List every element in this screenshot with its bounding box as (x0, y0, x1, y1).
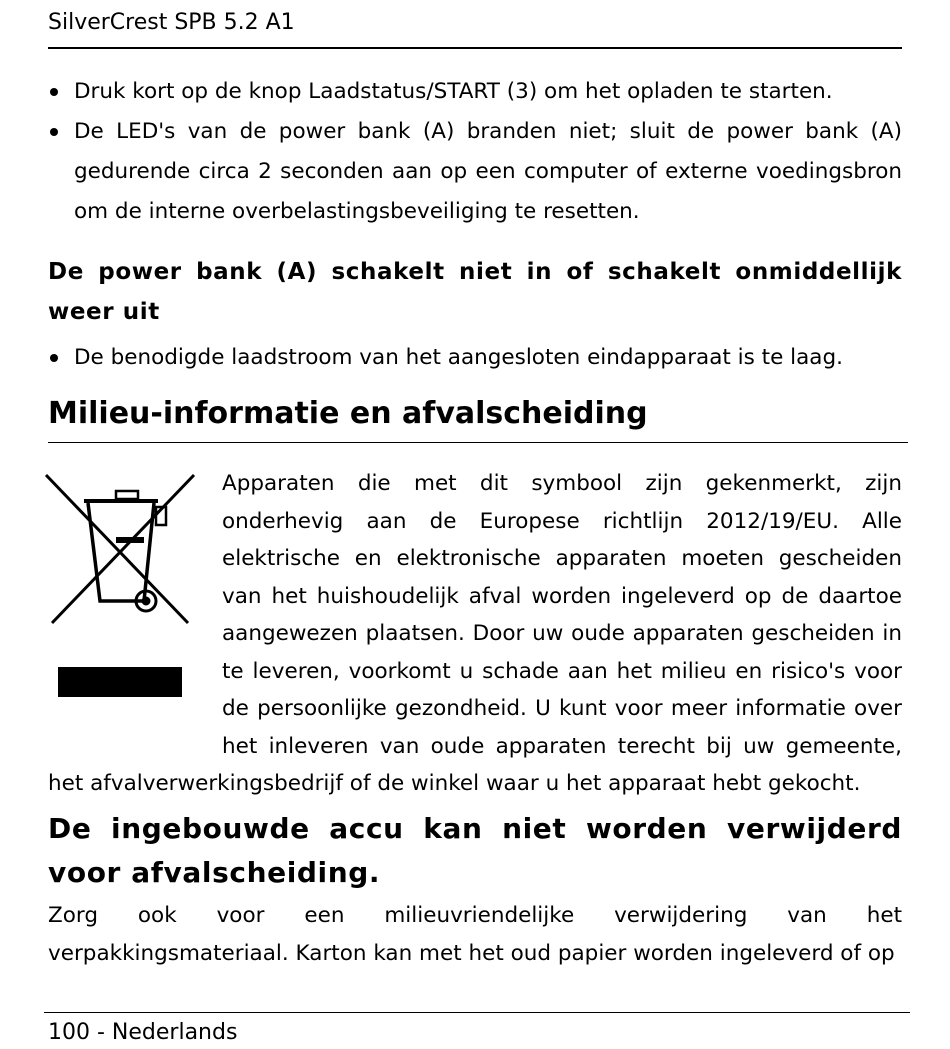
subheading-power-bank: De power bank (A) schakelt niet in of schakelt onmiddellijk weer uit (48, 259, 902, 325)
header-title: SilverCrest SPB 5.2 A1 (48, 10, 295, 35)
footer-divider (44, 1012, 910, 1013)
troubleshooting-list (48, 72, 902, 232)
page-number: 100 - Nederlands (48, 1020, 238, 1045)
page-header (48, 0, 902, 49)
packaging-paragraph: Zorg ook voor een milieuvriendelijke verwijdering van het verpakkingsmateriaal. Karton kan met het oud papier worden ingeleverd of op (48, 902, 902, 966)
list-item: De benodigde laadstroom van het aangesloten eindapparaat is te laag. (48, 338, 902, 378)
section-title: Milieu-informatie en afvalscheiding (48, 394, 908, 443)
battery-heading: De ingebouwde accu kan niet worden verwijderd voor afvalscheiding. (48, 811, 902, 889)
crossed-out-wheelie-bin-icon (42, 469, 198, 701)
weee-text: Apparaten die met dit symbool zijn gekenmerkt, zijn onderhevig aan de Europese richtlijn 2012/19/EU. Alle elektrische en elektronische apparaten moeten gescheiden van het huishoudelijk afval worden ingeleverd op de daartoe aangewezen plaatsen. Door uw oude apparaten gescheiden in te leveren, voorkomt u schade aan het milieu en risico's voor de persoonlijke gezondheid. U kunt voor meer informatie over het inleveren van oude apparaten terecht bij uw gemeente, het afvalverwerkingsbedrijf of de winkel waar u het apparaat hebt gekocht. (48, 471, 902, 796)
weee-block (48, 465, 902, 803)
list-item: Druk kort op de knop Laadstatus/START (3) om het opladen te starten. (48, 72, 902, 112)
subheading-list (48, 338, 902, 378)
page-content (48, 72, 902, 973)
list-item: De LED's van de power bank (A) branden niet; sluit de power bank (A) gedurende circa 2 seconden aan op een computer of externe voedingsbron om de interne overbelastingsbeveiliging te resetten. (48, 112, 902, 232)
